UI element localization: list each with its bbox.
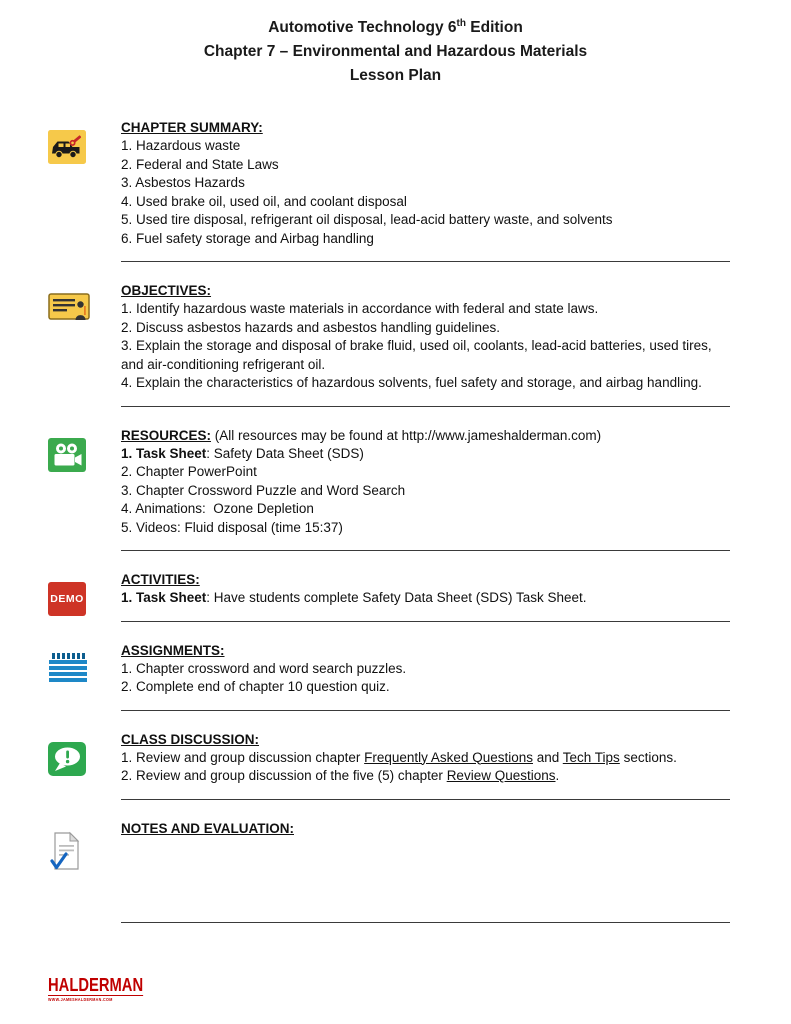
checked-document-icon xyxy=(48,819,121,942)
class-discussion-heading xyxy=(121,730,730,749)
text-run: 1. Task Sheet xyxy=(121,590,207,606)
section-notes-and-evaluation xyxy=(48,819,730,942)
title-superscript: th xyxy=(456,18,466,29)
list-item xyxy=(121,749,730,768)
text-run: 4. Explain the characteristics of hazardous solvents, fuel safety and storage, and airbag handling. xyxy=(121,375,702,391)
text-run: 2. Chapter PowerPoint xyxy=(121,464,257,480)
section-divider xyxy=(121,621,730,622)
list-item xyxy=(121,156,730,175)
list-item xyxy=(121,519,730,538)
list-item xyxy=(121,319,730,338)
text-run: 1. Identify hazardous waste materials in accordance with federal and state laws. xyxy=(121,301,599,317)
text-run: 4. Used brake oil, used oil, and coolant disposal xyxy=(121,193,407,209)
list-item xyxy=(121,337,730,374)
notes-heading xyxy=(121,819,730,838)
list-item xyxy=(121,230,730,249)
section-divider xyxy=(121,550,730,551)
resources-items xyxy=(121,445,730,538)
whiteboard-presenter-icon xyxy=(48,281,121,426)
list-item xyxy=(121,374,730,393)
discussion-bubble-icon xyxy=(48,730,121,819)
section-chapter-summary xyxy=(48,118,730,281)
heading-text: ACTIVITIES: xyxy=(121,572,200,588)
text-run: . xyxy=(555,768,560,784)
section-activities xyxy=(48,570,730,641)
text-run: 3. Asbestos Hazards xyxy=(121,175,245,191)
text-run: 2. Review and group discussion of the five (5) chapter xyxy=(121,768,447,784)
list-item xyxy=(121,463,730,482)
objectives-items xyxy=(121,300,730,393)
text-run: : Safety Data Sheet (SDS) xyxy=(206,445,364,461)
section-objectives xyxy=(48,281,730,426)
title-line-1-suffix: Edition xyxy=(465,19,523,37)
text-run: 3. Explain the storage and disposal of brake fluid, used oil, coolants, lead-acid batteries, used tires, and air-conditioning refrigerant oil. xyxy=(121,338,716,372)
heading-text: CHAPTER SUMMARY: xyxy=(121,120,263,136)
list-item xyxy=(121,174,730,193)
list-item xyxy=(121,678,730,697)
halderman-logo xyxy=(48,976,164,1002)
text-run: 2. Federal and State Laws xyxy=(121,156,279,172)
video-camera-icon xyxy=(48,426,121,571)
text-run: 1. Hazardous waste xyxy=(121,138,241,154)
section-class-discussion xyxy=(48,730,730,819)
title-line-3: Lesson Plan xyxy=(349,67,442,85)
chapter-summary-items xyxy=(121,137,730,248)
section-divider xyxy=(121,261,730,262)
section-divider xyxy=(121,799,730,800)
assignments-items xyxy=(121,660,730,697)
section-resources xyxy=(48,426,730,571)
resources-heading xyxy=(121,426,730,445)
activities-items xyxy=(121,589,730,608)
list-item xyxy=(121,300,730,319)
text-run: and xyxy=(532,749,563,765)
heading-text: OBJECTIVES: xyxy=(121,283,212,299)
text-run: Review Questions xyxy=(446,768,556,784)
list-item xyxy=(121,193,730,212)
title-line-2: Chapter 7 – Environmental and Hazardous Materials xyxy=(203,43,588,61)
car-wrench-icon xyxy=(48,118,121,281)
text-run: 2. Discuss asbestos hazards and asbestos handling guidelines. xyxy=(121,319,500,335)
demo-icon-label: DEMO xyxy=(50,593,84,606)
text-run: sections. xyxy=(619,749,677,765)
text-run: 1. Task Sheet xyxy=(121,445,207,461)
list-item xyxy=(121,445,730,464)
section-divider xyxy=(121,406,730,407)
heading-text: ASSIGNMENTS: xyxy=(121,642,225,658)
notebook-icon xyxy=(48,641,121,730)
list-item xyxy=(121,660,730,679)
demo-icon xyxy=(48,570,121,641)
title-line-1-text: Automotive Technology 6 xyxy=(268,19,457,37)
list-item xyxy=(121,137,730,156)
text-run: 5. Used tire disposal, refrigerant oil disposal, lead-acid battery waste, and solvents xyxy=(121,212,613,228)
section-assignments xyxy=(48,641,730,730)
chapter-summary-heading xyxy=(121,118,730,137)
list-item xyxy=(121,500,730,519)
lesson-plan-body xyxy=(0,88,791,942)
halderman-logo-tagline: WWW.JAMESHALDERMAN.COM xyxy=(48,997,113,1002)
list-item xyxy=(121,589,730,608)
text-run: 1. Chapter crossword and word search puzzles. xyxy=(121,660,407,676)
heading-text: RESOURCES: xyxy=(121,427,212,443)
title-line-1 xyxy=(0,12,791,40)
list-item xyxy=(121,482,730,501)
list-item xyxy=(121,767,730,786)
text-run: 2. Complete end of chapter 10 question quiz. xyxy=(121,679,390,695)
section-divider xyxy=(121,922,730,923)
text-run: Frequently Asked Questions xyxy=(364,749,533,765)
document-title xyxy=(0,0,791,88)
list-item xyxy=(121,211,730,230)
text-run: Tech Tips xyxy=(562,749,620,765)
halderman-logo-text: HALDERMAN xyxy=(48,975,144,995)
heading-suffix: (All resources may be found at http://www.jameshalderman.com) xyxy=(211,427,602,443)
text-run: 4. Animations: Ozone Depletion xyxy=(121,501,314,517)
heading-text: CLASS DISCUSSION: xyxy=(121,731,260,747)
text-run: 3. Chapter Crossword Puzzle and Word Search xyxy=(121,482,406,498)
text-run: 5. Videos: Fluid disposal (time 15:37) xyxy=(121,519,343,535)
text-run: 6. Fuel safety storage and Airbag handling xyxy=(121,230,374,246)
section-divider xyxy=(121,710,730,711)
text-run: 1. Review and group discussion chapter xyxy=(121,749,365,765)
assignments-heading xyxy=(121,641,730,660)
class-discussion-items xyxy=(121,749,730,786)
text-run: : Have students complete Safety Data Sheet (SDS) Task Sheet. xyxy=(206,590,587,606)
activities-heading xyxy=(121,570,730,589)
objectives-heading xyxy=(121,281,730,300)
heading-text: NOTES AND EVALUATION: xyxy=(121,820,294,836)
